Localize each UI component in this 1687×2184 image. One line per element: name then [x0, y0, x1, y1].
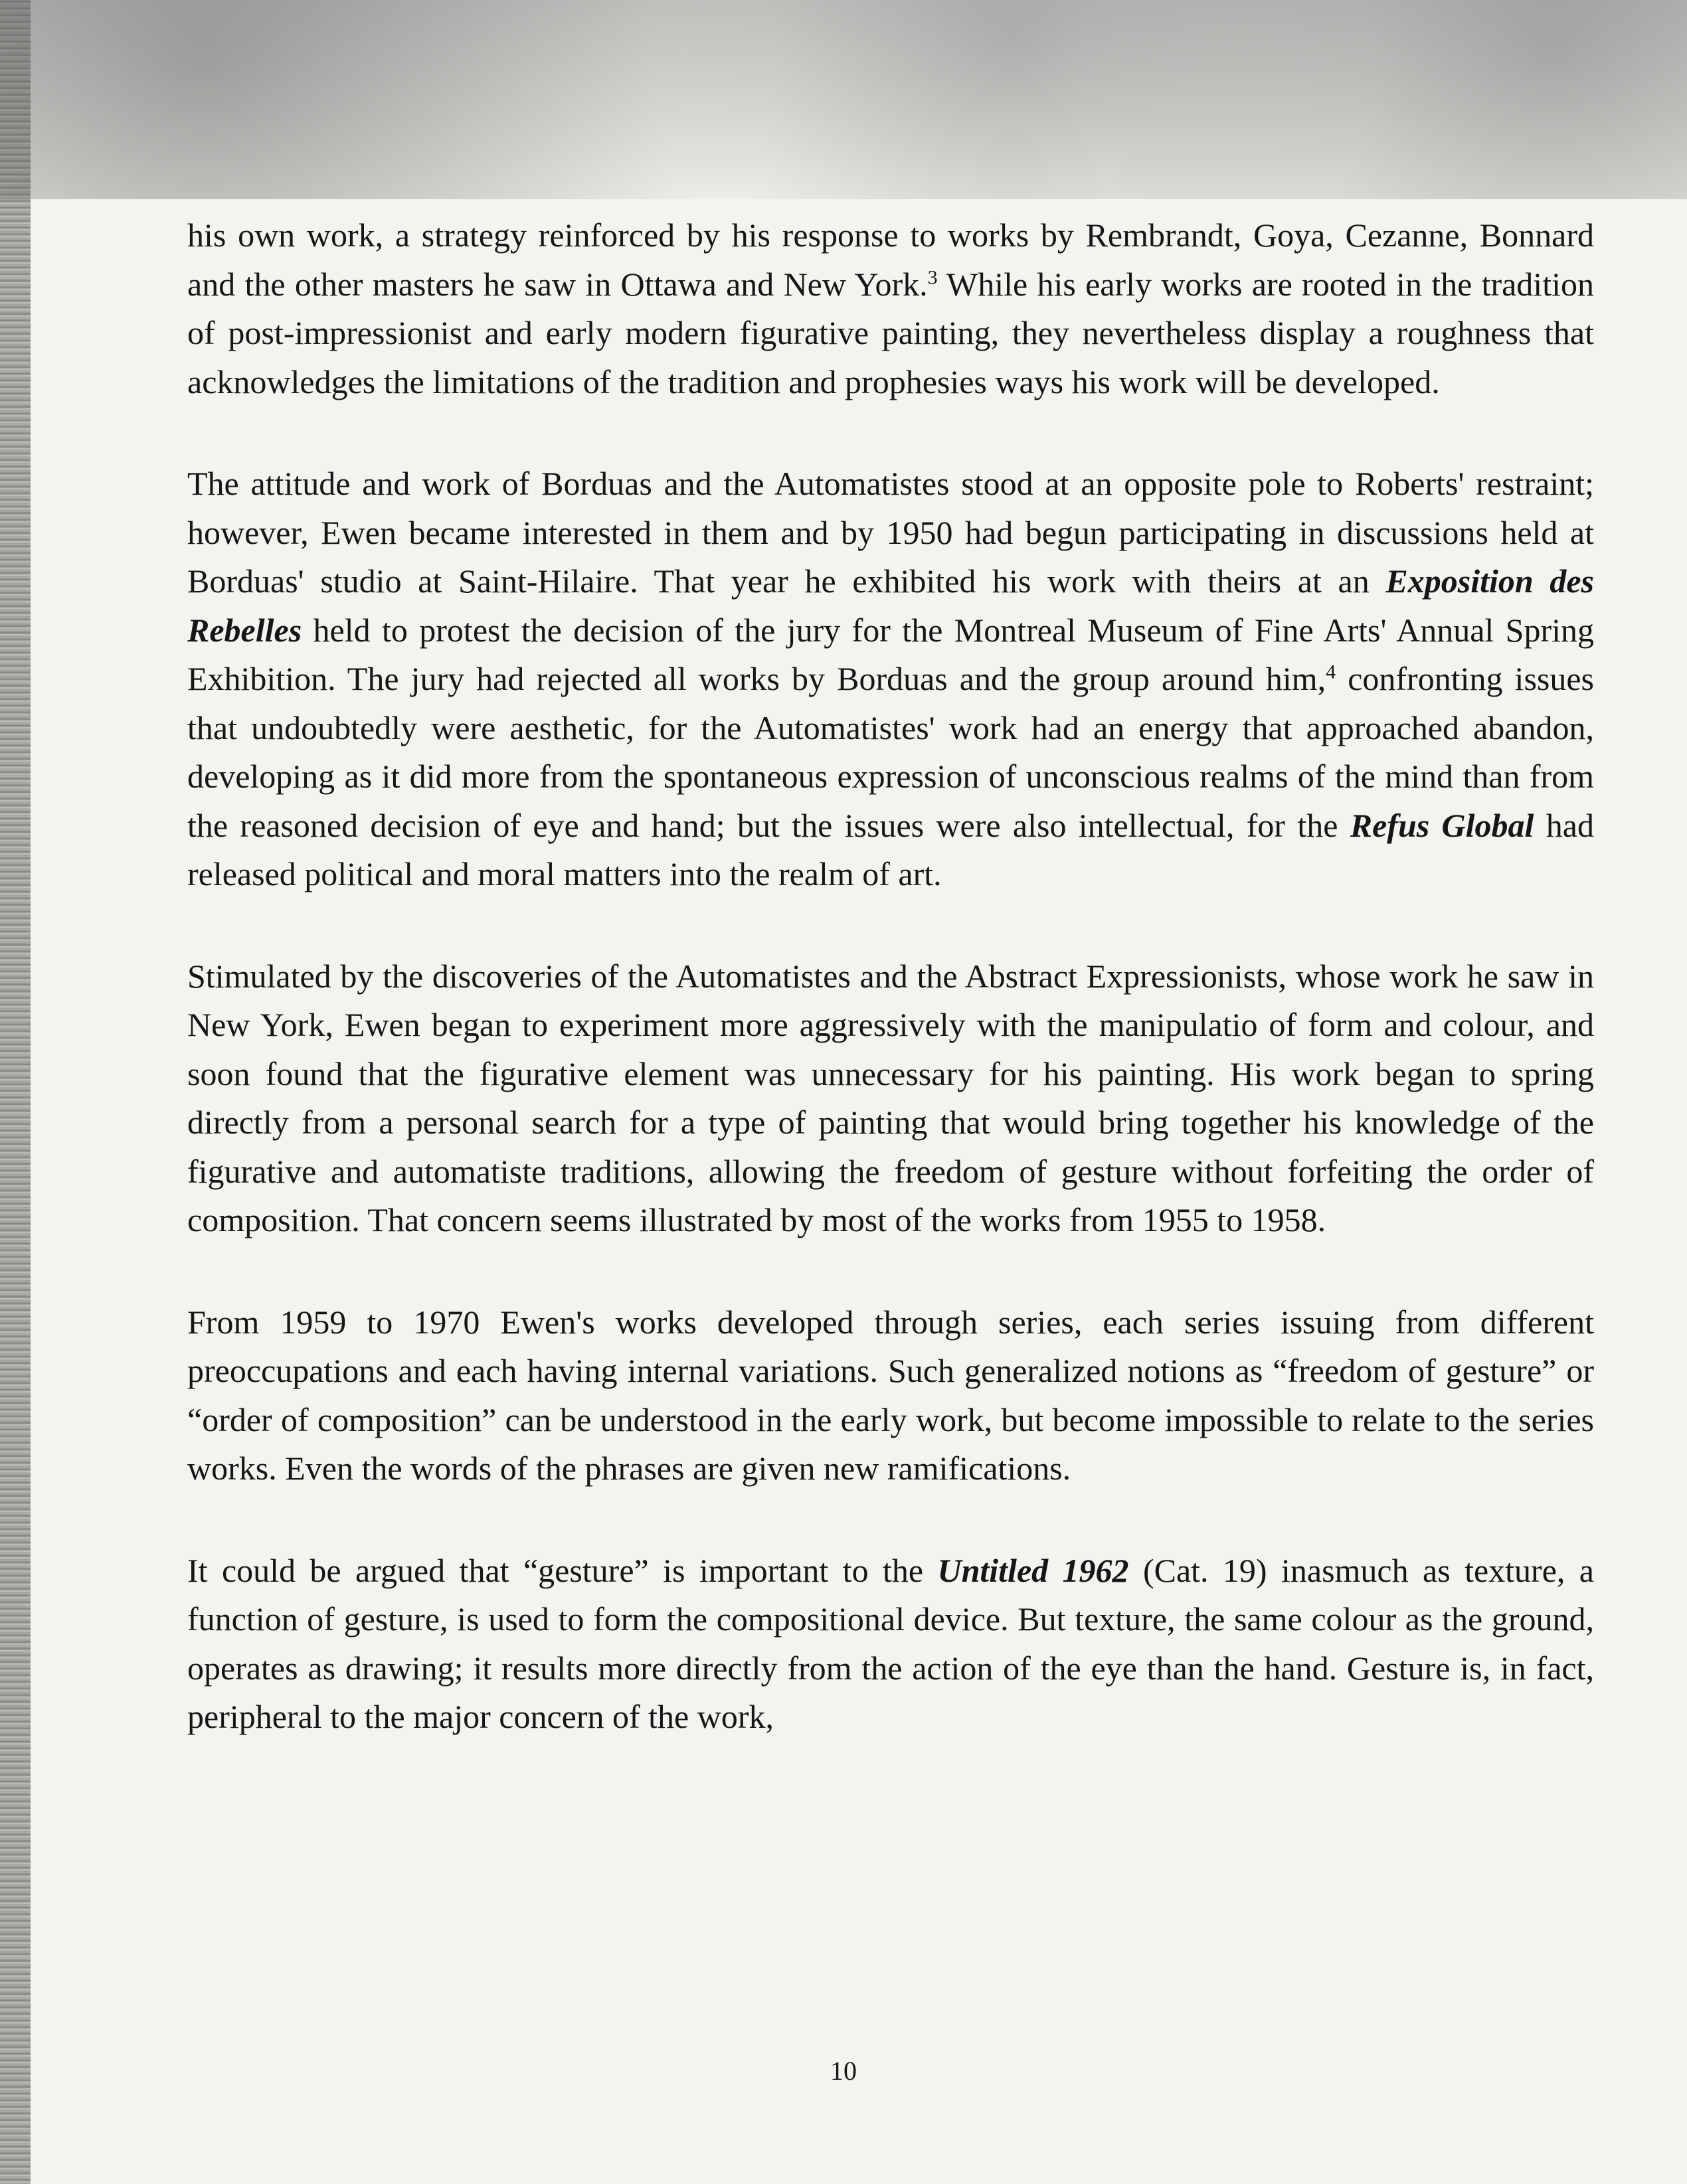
text-segment: The attitude and work of Borduas and the Automatistes stood at an opposite pole to Roberts' restraint; however, Ewen became interested in them and by 1950 had begun participating in discussions held at Borduas' studio at Saint-Hilaire. That year he exhibited his work with theirs at an [187, 465, 1594, 600]
text-segment: his own work, a strategy reinforced by his response to works by Rembrandt, Goya, Cezanne, Bonnard and the other masters he saw in Ottawa and New York. [187, 216, 1594, 303]
paragraph [187, 460, 1594, 899]
italic-title: Untitled 1962 [937, 1551, 1129, 1589]
page-number: 10 [830, 2056, 857, 2086]
paragraph [187, 1547, 1594, 1742]
text-segment: (Cat. 19) inasmuch as texture, a function of gesture, is used to form the compositional device. But texture, the same colour as the ground, operates as drawing; it results more directly from the action of the eye than the hand. Gesture is, in fact, peripheral to the major concern of the work, [187, 1551, 1594, 1735]
text-segment: Stimulated by the discoveries of the Automatistes and the Abstract Expressionists, whose work he saw in New York, Ewen began to experiment more aggressively with the manipulatio of form and colour, and soon found that the figurative element was unnecessary for his painting. His work began to spring directly from a personal search for a type of painting that would bring together his knowledge of the figurative and automatiste traditions, allowing the freedom of gesture without forfeiting the order of composition. That concern seems illustrated by most of the works from 1955 to 1958. [187, 957, 1594, 1238]
italic-title: Exposition des Rebelles [187, 562, 1594, 649]
footnote-marker: 4 [1326, 661, 1336, 683]
paragraph [187, 1298, 1594, 1493]
page-body-text [187, 211, 1594, 1742]
text-segment: confronting issues that undoubtedly were aesthetic, for the Automatistes' work had an energy that approached abandon, developing as it did more from the spontaneous expression of unconscious realms of the mind than from the reasoned decision of eye and hand; but the issues were also intellectual, for the [187, 660, 1595, 844]
paragraph [187, 952, 1594, 1245]
text-segment: It could be argued that “gesture” is important to the [187, 1551, 938, 1589]
text-segment: While his early works are rooted in the tradition of post-impressionist and early modern figurative painting, they nevertheless display a roughness that acknowledges the limitations of the tradition and prophesies ways his work will be developed. [187, 265, 1594, 400]
paragraph [187, 211, 1594, 406]
text-segment: had released political and moral matters into the realm of art. [187, 806, 1594, 892]
footnote-marker: 3 [927, 266, 938, 288]
scan-noise-top [0, 0, 1687, 199]
italic-title: Refus Global [1350, 806, 1534, 844]
scan-edge-left [0, 0, 31, 2184]
text-segment: From 1959 to 1970 Ewen's works developed through series, each series issuing from different preoccupations and each having internal variations. Such generalized notions as “freedom of gesture” or “order of composition” can be understood in the early work, but become impossible to relate to the series works. Even the words of the phrases are given new ramifications. [187, 1303, 1594, 1487]
text-segment: held to protest the decision of the jury for the Montreal Museum of Fine Arts' Annual Spring Exhibition. The jury had rejected all works by Borduas and the group around him, [187, 611, 1594, 697]
